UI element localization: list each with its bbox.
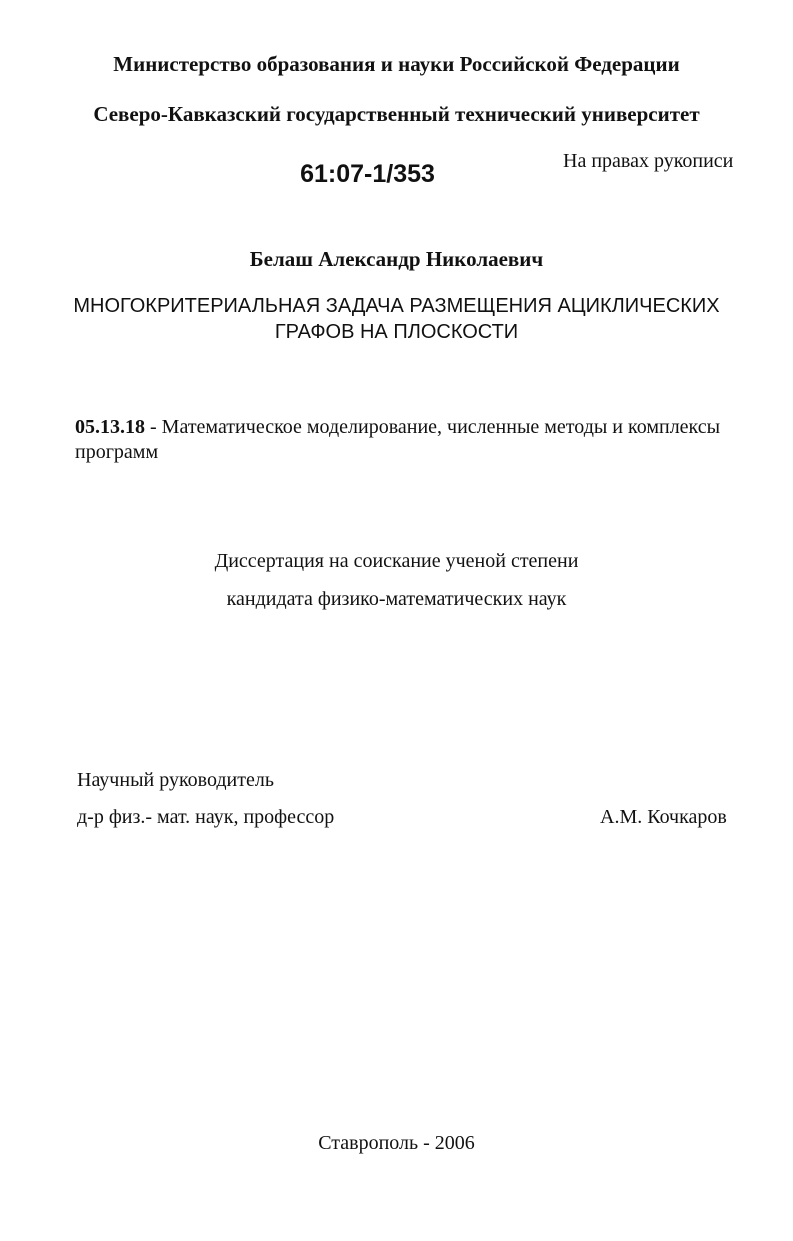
advisor-label: Научный руководитель: [77, 769, 274, 791]
registry-number: 61:07-1/353: [300, 160, 435, 188]
degree-line-2: кандидата физико-математических наук: [226, 588, 567, 610]
specialty-code: 05.13.18: [75, 416, 145, 438]
ministry-heading: Министерство образования и науки Российской Федерации: [113, 52, 680, 76]
specialty-separator: -: [145, 416, 162, 438]
specialty-description: Математическое моделирование, численные методы и комплексы программ: [75, 416, 721, 463]
place-year: Ставрополь - 2006: [318, 1132, 475, 1154]
university-heading: Северо-Кавказский государственный технический университет: [93, 102, 700, 126]
author-name: Белаш Александр Николаевич: [249, 247, 544, 271]
thesis-title-line-1: МНОГОКРИТЕРИАЛЬНАЯ ЗАДАЧА РАЗМЕЩЕНИЯ АЦИКЛИЧЕСКИХ: [73, 295, 720, 317]
advisor-rank: д-р физ.- мат. наук, профессор: [77, 806, 335, 828]
rights-note: На правах рукописи: [563, 150, 734, 172]
advisor-name: А.М. Кочкаров: [600, 806, 727, 828]
specialty: [75, 415, 735, 465]
degree-line-1: Диссертация на соискание ученой степени: [214, 550, 579, 572]
thesis-title-line-2: ГРАФОВ НА ПЛОСКОСТИ: [274, 321, 519, 343]
thesis-title: [0, 293, 793, 345]
